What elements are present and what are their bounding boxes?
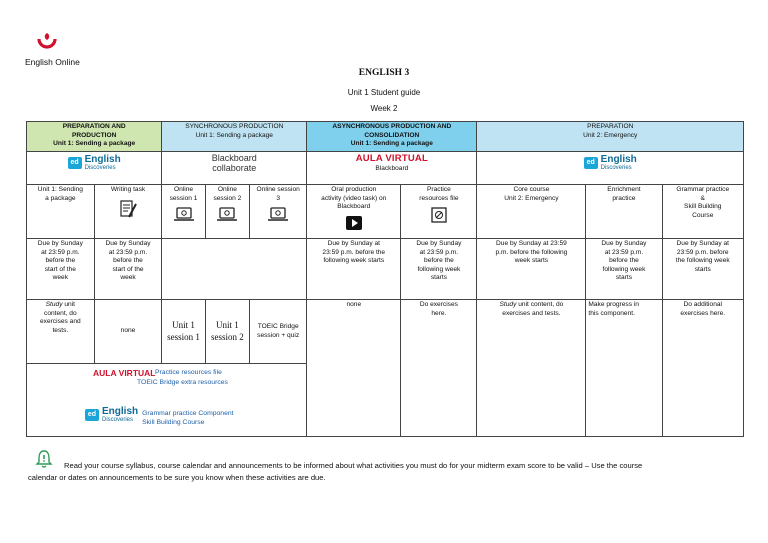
detail-grammar: Do additional exercises here. [662,300,744,437]
detail-none: none [94,300,162,364]
activity-writing-task: Writing task [94,185,162,239]
laptop-icon [267,206,289,222]
skill-building-link[interactable]: Skill Building Course [142,418,205,426]
laptop-icon [216,206,238,222]
header-preparation-production: PREPARATION AND PRODUCTION Unit 1: Sending a package [27,122,162,152]
grammar-component-link[interactable]: Grammar practice Component [142,410,234,417]
english-discoveries-logo-2: ed English Discoveries [477,152,744,185]
due-date-core: Due by Sunday at 23:59 p.m. before the following week starts [477,239,586,300]
toeic-resources-link[interactable]: TOEIC Bridge extra resources [137,379,228,386]
due-date-2: Due by Sunday at 23:59 p.m. before the start of the week [94,239,162,300]
header-asynchronous-production: ASYNCHRONOUS PRODUCTION AND CONSOLIDATION Unit 1: Sending a package [307,122,477,152]
due-date-1: Due by Sunday at 23:59 p.m. before the start of the week [27,239,95,300]
due-date-grammar: Due by Sunday at 23:59 p.m. before the following week starts [662,239,744,300]
student-guide-table [26,121,744,437]
page-title: ENGLISH 3 [358,68,410,78]
activity-online-session-3: Online session 3 [250,185,307,239]
activity-enrichment: Enrichment practice [586,185,662,239]
due-date-empty [162,239,307,300]
resource-file-icon [430,206,448,224]
activity-core-course: Core course Unit 2: Emergency [477,185,586,239]
due-date-enrichment: Due by Sunday at 23:59 p.m. before the following week starts [586,239,662,300]
activity-practice-resources: Practice resources file [401,185,477,239]
detail-toeic-bridge: TOEIC Bridge session + quiz [250,300,307,364]
practice-resources-link[interactable]: Practice resources file [155,369,222,376]
activity-online-session-1: Online session 1 [162,185,205,239]
due-date-oral: Due by Sunday at 23:59 p.m. before the following week starts [307,239,401,300]
week-label: Week 2 [370,104,398,113]
header-synchronous-production: SYNCHRONOUS PRODUCTION Unit 1: Sending a package [162,122,307,152]
due-date-practice: Due by Sunday at 23:59 p.m. before the following week starts [401,239,477,300]
detail-enrichment: Make progress in this component. [586,300,662,437]
aula-virtual-label: AULA VIRTUAL [93,368,156,378]
resources-box: AULA VIRTUAL Practice resources file TOEIC Bridge extra resources ed English Discoveries Grammar practice Component Skill Building Course [27,364,307,437]
detail-practice-exercises: Do exercises here. [401,300,477,437]
detail-unit1-session2: Unit 1 session 2 [205,300,249,364]
notice-text: Read your course syllabus, course calendar and announcements to be informed about what activities you must do for your midterm exam score to be valid – Use the course calendar or dates on announcements to be sure you know when these activities are due. [28,461,643,483]
aula-virtual-logo: AULA VIRTUAL Blackboard [307,152,477,185]
activity-online-session-2: Online session 2 [205,185,249,239]
detail-core-study: Study unit content, do exercises and tests. [477,300,586,437]
detail-unit1-session1: Unit 1 session 1 [162,300,205,364]
activity-oral-production: Oral production activity (video task) on Blackboard [307,185,401,239]
activity-grammar-practice: Grammar practice & Skill Building Course [662,185,744,239]
page-subtitle: Unit 1 Student guide [347,88,421,97]
ed-badge: ed [85,409,99,421]
brand-name: English Online [25,57,80,67]
activity-unit1: Unit 1: Sending a package [27,185,95,239]
detail-oral-none: none [307,300,401,437]
english-discoveries-logo: ed English Discoveries [27,152,162,185]
laptop-icon [173,206,195,222]
document-pen-icon [117,198,139,220]
header-preparation-unit2: PREPARATION Unit 2: Emergency [477,122,744,152]
detail-study-unit: Study unit content, do exercises and tests. [27,300,95,364]
video-play-icon [345,215,363,231]
university-logo [36,30,58,52]
blackboard-collaborate-logo: Blackboard collaborate [162,152,307,185]
